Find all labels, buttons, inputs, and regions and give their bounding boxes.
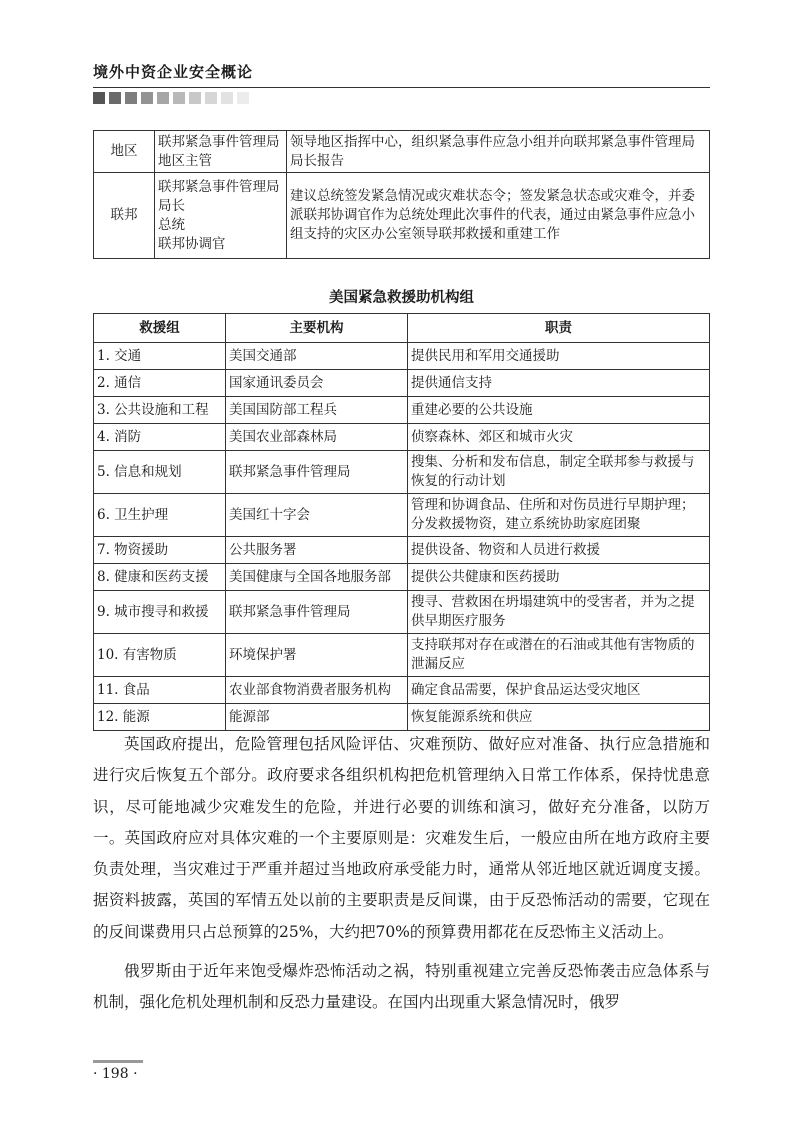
table-row <box>94 677 710 704</box>
header-square-icon <box>189 92 201 104</box>
table-caption: 美国紧急救援助机构组 <box>329 290 474 306</box>
duty-cell: 建议总统签发紧急情况或灾难状态令；签发紧急状态或灾难令，并委派联邦协调官作为总统处理此次事件的代表，通过由紧急事件应急小组支持的灾区办公室领导联邦救援和重建工作 <box>287 173 710 259</box>
running-header <box>93 62 710 82</box>
organization-cell: 联邦紧急事件管理局地区主管 <box>155 131 287 173</box>
header-square-icon <box>221 92 233 104</box>
agency-cell: 美国农业部森林局 <box>226 424 408 451</box>
duty-cell: 支持联邦对存在或潜在的石油或其他有害物质的泄漏反应 <box>408 634 710 677</box>
duty-cell: 恢复能源系统和供应 <box>408 704 710 731</box>
agency-cell: 公共服务署 <box>226 537 408 564</box>
body-text <box>93 729 710 1019</box>
duty-cell: 搜寻、营救困在坍塌建筑中的受害者，并为之提供早期医疗服务 <box>408 591 710 634</box>
group-cell: 5. 信息和规划 <box>94 451 226 494</box>
group-cell: 9. 城市搜寻和救援 <box>94 591 226 634</box>
duty-cell: 管理和协调食品、住所和对伤员进行早期护理；分发救援物资，建立系统协助家庭团聚 <box>408 494 710 537</box>
agency-cell: 国家通讯委员会 <box>226 370 408 397</box>
group-cell: 8. 健康和医药支援 <box>94 564 226 591</box>
table-row <box>94 451 710 494</box>
agency-cell: 农业部食物消费者服务机构 <box>226 677 408 704</box>
column-header-duty: 职责 <box>408 314 710 343</box>
duty-cell: 确定食品需要，保护食品运达受灾地区 <box>408 677 710 704</box>
table-row <box>94 494 710 537</box>
duty-cell: 重建必要的公共设施 <box>408 397 710 424</box>
agency-cell: 联邦紧急事件管理局 <box>226 451 408 494</box>
paragraph: 英国政府提出，危险管理包括风险评估、灾难预防、做好应对准备、执行应急措施和进行灾后恢复五个部分。政府要求各组织机构把危机管理纳入日常工作体系，保持忧患意识，尽可能地减少灾难发生的危险，并进行必要的训练和演习，做好充分准备，以防万一。英国政府应对具体灾难的一个主要原则是：灾难发生后，一般应由所在地方政府主要负责处理，当灾难过于严重并超过当地政府承受能力时，通常从邻近地区就近调度支援。据资料披露，英国的军情五处以前的主要职责是反间谍，由于反恐怖活动的需要，它现在的反间谍费用只占总预算的25%，大约把70%的预算费用都花在反恐怖主义活动上。 <box>93 735 710 941</box>
group-cell: 2. 通信 <box>94 370 226 397</box>
decorative-squares <box>93 92 249 104</box>
duty-cell: 提供公共健康和医药援助 <box>408 564 710 591</box>
duty-cell: 提供设备、物资和人员进行救援 <box>408 537 710 564</box>
table-row <box>94 634 710 677</box>
column-header-group: 救援组 <box>94 314 226 343</box>
header-square-icon <box>157 92 169 104</box>
agency-cell: 美国交通部 <box>226 343 408 370</box>
duty-cell: 提供通信支持 <box>408 370 710 397</box>
group-cell: 6. 卫生护理 <box>94 494 226 537</box>
duty-cell: 提供民用和军用交通援助 <box>408 343 710 370</box>
table-row <box>94 537 710 564</box>
page-number: · 198 · <box>93 1066 138 1082</box>
group-cell: 1. 交通 <box>94 343 226 370</box>
group-cell: 3. 公共设施和工程 <box>94 397 226 424</box>
paragraph: 俄罗斯由于近年来饱受爆炸恐怖活动之祸，特别重视建立完善反恐怖袭击应急体系与机制，强化危机处理机制和反恐力量建设。在国内出现重大紧急情况时，俄罗 <box>93 962 710 1012</box>
table-row <box>94 370 710 397</box>
table-row <box>94 591 710 634</box>
agency-cell: 联邦紧急事件管理局 <box>226 591 408 634</box>
book-title: 境外中资企业安全概论 <box>93 63 254 81</box>
table-row <box>94 424 710 451</box>
header-square-icon <box>93 92 105 104</box>
group-cell: 4. 消防 <box>94 424 226 451</box>
header-square-icon <box>109 92 121 104</box>
header-square-icon <box>205 92 217 104</box>
group-cell: 10. 有害物质 <box>94 634 226 677</box>
organization-cell: 联邦紧急事件管理局局长 总统 联邦协调官 <box>155 173 287 259</box>
region-cell: 联邦 <box>94 173 155 259</box>
duty-cell: 搜集、分析和发布信息，制定全联邦参与救援与恢复的行动计划 <box>408 451 710 494</box>
agency-cell: 能源部 <box>226 704 408 731</box>
column-header-agency: 主要机构 <box>226 314 408 343</box>
table-row <box>94 131 710 173</box>
duty-cell: 领导地区指挥中心，组织紧急事件应急小组并向联邦紧急事件管理局局长报告 <box>287 131 710 173</box>
rescue-groups-table <box>93 313 710 731</box>
group-cell: 7. 物资援助 <box>94 537 226 564</box>
table-row <box>94 704 710 731</box>
header-square-icon <box>237 92 249 104</box>
federal-roles-table <box>93 130 710 259</box>
agency-cell: 美国红十字会 <box>226 494 408 537</box>
header-square-icon <box>173 92 185 104</box>
agency-cell: 环境保护署 <box>226 634 408 677</box>
duty-cell: 侦察森林、郊区和城市火灾 <box>408 424 710 451</box>
agency-cell: 美国国防部工程兵 <box>226 397 408 424</box>
footer-rule <box>93 1060 143 1063</box>
table-row <box>94 173 710 259</box>
header-rule <box>93 87 710 88</box>
agency-cell: 美国健康与全国各地服务部 <box>226 564 408 591</box>
region-cell: 地区 <box>94 131 155 173</box>
group-cell: 11. 食品 <box>94 677 226 704</box>
table-row <box>94 343 710 370</box>
table-header-row <box>94 314 710 343</box>
table-row <box>94 564 710 591</box>
header-square-icon <box>141 92 153 104</box>
group-cell: 12. 能源 <box>94 704 226 731</box>
header-square-icon <box>125 92 137 104</box>
table-row <box>94 397 710 424</box>
